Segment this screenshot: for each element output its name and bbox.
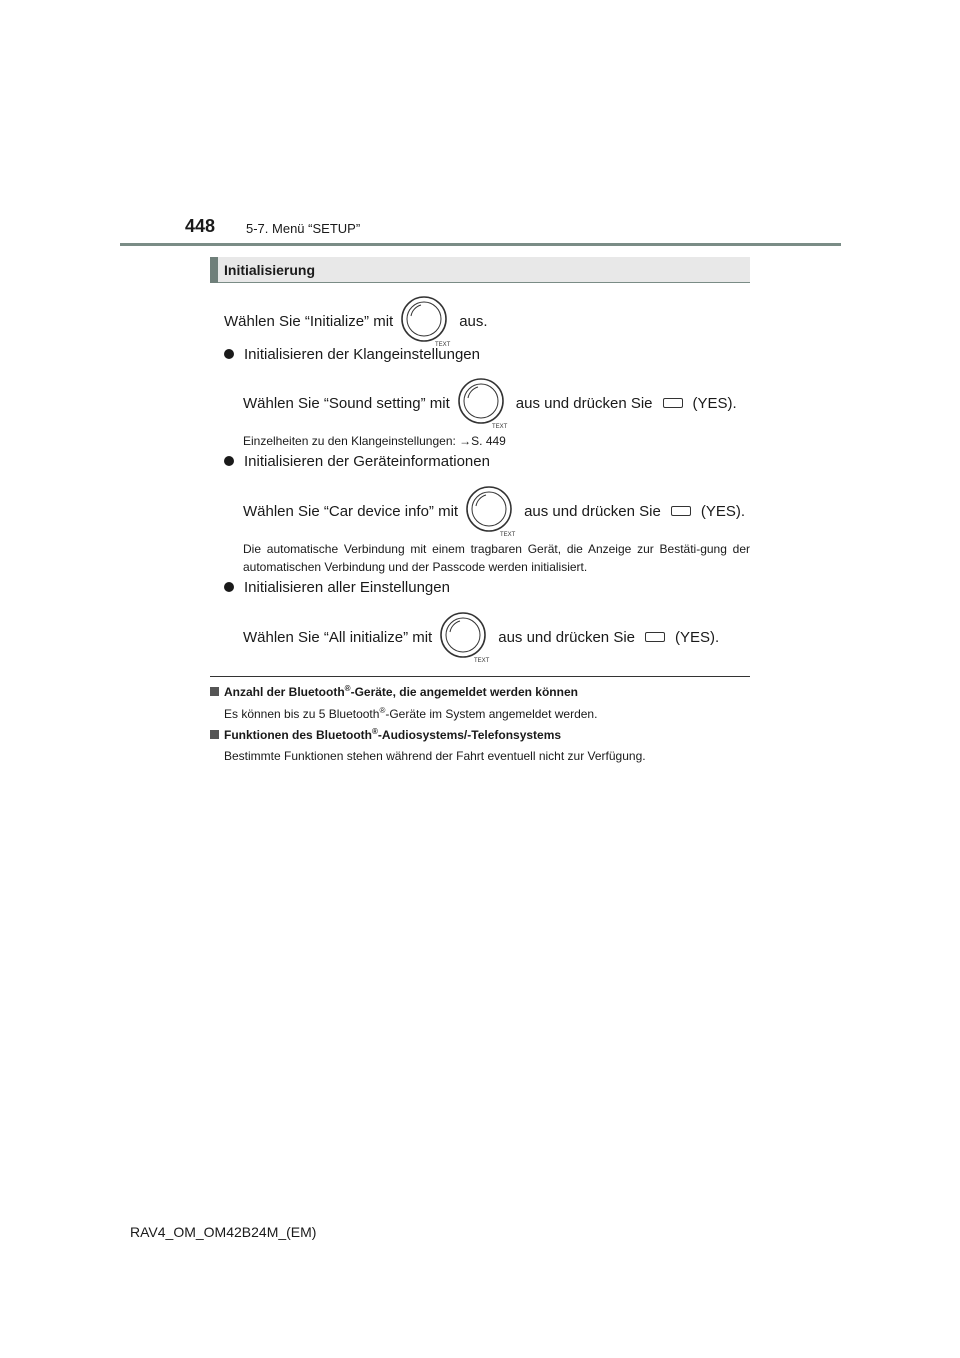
- step-text-mid: aus und drücken Sie: [498, 628, 635, 646]
- sound-reset-step: [243, 376, 737, 430]
- tune-knob-icon: [399, 294, 453, 348]
- section-bottom-rule: [210, 676, 750, 677]
- tune-knob-icon: [456, 376, 510, 430]
- tune-knob-icon: [464, 484, 518, 538]
- all-reset-step: [243, 610, 719, 664]
- note-title-functions: [210, 727, 561, 742]
- yes-button-icon: [671, 506, 691, 516]
- sound-reset-note: Einzelheiten zu den Klangeinstellungen: →S. 449: [243, 434, 506, 448]
- note-title-text: Funktionen des Bluetooth: [224, 728, 372, 742]
- note-title-device-count: [210, 684, 578, 699]
- yes-button-icon: [663, 398, 683, 408]
- registered-mark: ®: [344, 684, 351, 693]
- bullet-title: Initialisieren aller Einstellungen: [244, 579, 450, 596]
- step-text-before: Wählen Sie “All initialize” mit: [243, 628, 433, 646]
- note-body-device-count: [224, 706, 597, 721]
- note-title-text: -Geräte, die angemeldet werden können: [350, 685, 578, 699]
- step-text-end: (YES).: [692, 394, 737, 412]
- step-text-mid: aus und drücken Sie: [515, 394, 653, 412]
- intro-text-after: aus.: [459, 312, 488, 330]
- step-text-before: Wählen Sie “Sound setting” mit: [243, 394, 450, 412]
- bullet-title: Initialisieren der Klangeinstellungen: [244, 346, 480, 363]
- header-rule: [120, 243, 841, 246]
- bullet-title: Initialisieren der Geräteinformationen: [244, 453, 490, 470]
- intro-instruction: [224, 294, 488, 348]
- section-reference: 5-7. Menü “SETUP”: [246, 221, 361, 236]
- heading-title: Initialisierung: [224, 262, 316, 278]
- note-body-text: Es können bis zu 5 Bluetooth: [224, 707, 380, 721]
- bullet-dot-icon: [224, 349, 234, 359]
- note-square-icon: [210, 687, 219, 696]
- step-text-end: (YES).: [675, 628, 720, 646]
- yes-button-icon: [645, 632, 665, 642]
- intro-text-before: Wählen Sie “Initialize” mit: [224, 312, 394, 330]
- device-info-reset-step: [243, 484, 745, 538]
- note-title-text: Anzahl der Bluetooth: [224, 685, 345, 699]
- registered-mark: ®: [372, 727, 378, 736]
- bullet-dot-icon: [224, 582, 234, 592]
- page-number: 448: [185, 216, 216, 236]
- registered-mark: ®: [379, 706, 386, 715]
- bullet-sound-reset: [224, 346, 480, 363]
- note-title-text: -Audiosystems/-Telefonsystems: [377, 728, 562, 742]
- device-info-reset-note: Die automatische Verbindung mit einem tragbaren Gerät, die Anzeige zur Bestäti-gung der automatischen Verbindung und der Passcode werden initialisiert.: [243, 542, 750, 574]
- tune-knob-icon: [438, 610, 492, 664]
- footer-document-id: RAV4_OM_OM42B24M_(EM): [130, 1224, 317, 1240]
- step-text-mid: aus und drücken Sie: [524, 502, 661, 520]
- heading-accent-bar: [210, 257, 218, 283]
- step-text-end: (YES).: [700, 502, 746, 520]
- note-square-icon: [210, 730, 219, 739]
- note-body-functions: Bestimmte Funktionen stehen während der Fahrt eventuell nicht zur Verfügung.: [224, 749, 646, 763]
- note-body-text: -Geräte im System angemeldet werden.: [385, 707, 598, 721]
- bullet-all-reset: [224, 579, 450, 596]
- bullet-device-info-reset: [224, 453, 490, 470]
- step-text-before: Wählen Sie “Car device info” mit: [243, 502, 459, 520]
- bullet-dot-icon: [224, 456, 234, 466]
- section-heading: [210, 257, 750, 283]
